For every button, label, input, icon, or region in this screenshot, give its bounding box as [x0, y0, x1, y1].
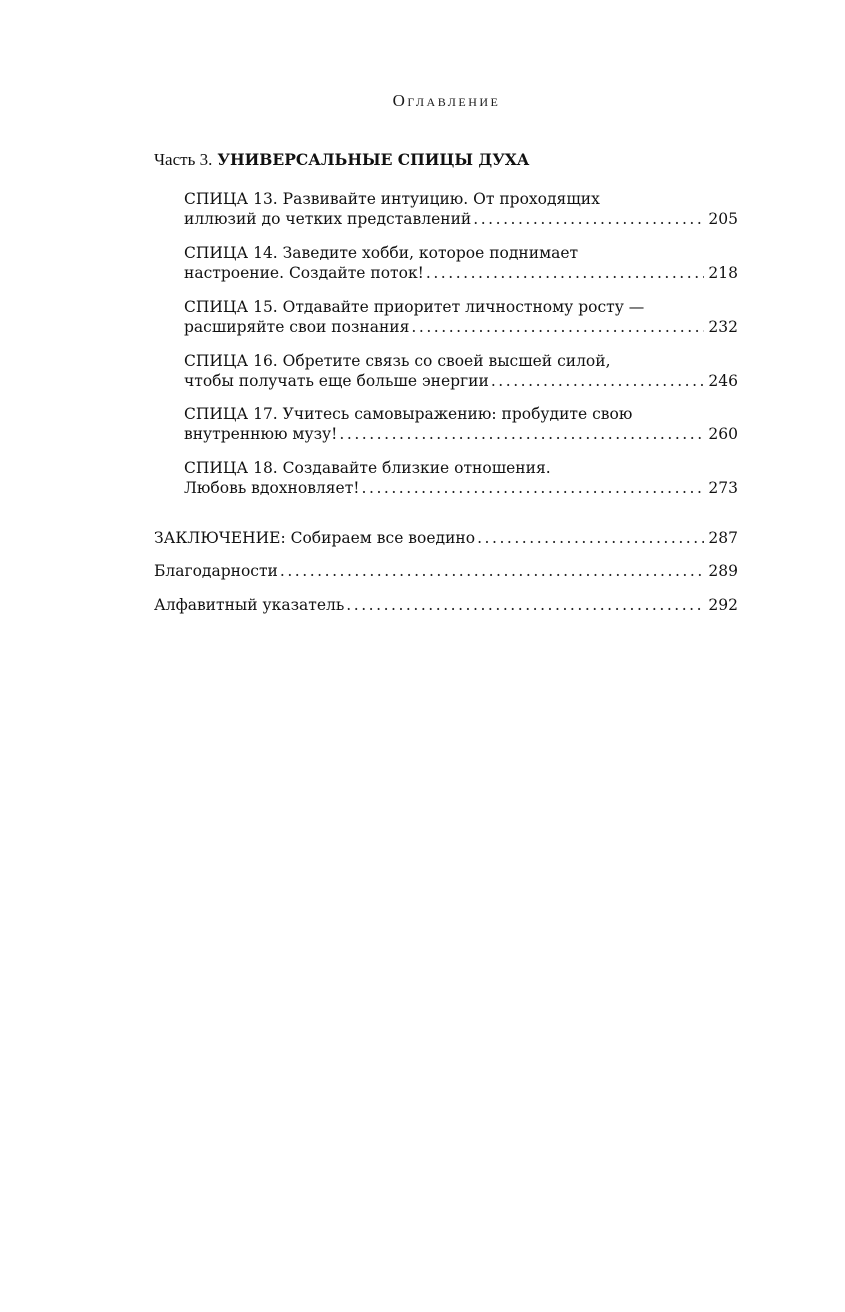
entry-title-line-with-page [154, 561, 738, 581]
toc-entry-spoke-17[interactable] [184, 404, 738, 444]
toc-entry-spoke-18[interactable] [184, 458, 738, 498]
page-number: 273 [708, 479, 738, 497]
entry-title-line: СПИЦА 18. Создавайте близкие отношения. [184, 459, 551, 477]
dot-leader [491, 371, 704, 391]
page-number: 232 [708, 318, 738, 336]
page-number: 289 [708, 562, 738, 580]
entry-title-line-with-page [184, 263, 738, 283]
dot-leader [346, 595, 704, 615]
page-number: 218 [708, 264, 738, 282]
toc-entry-spoke-13[interactable] [184, 189, 738, 229]
page-number: 246 [708, 372, 738, 390]
toc-entry-index[interactable] [154, 595, 738, 615]
entry-title-line: СПИЦА 15. Отдавайте приоритет личностному росту — [184, 298, 645, 316]
entry-title: Благодарности [154, 562, 278, 580]
entry-title-line: СПИЦА 16. Обретите связь со своей высшей силой, [184, 352, 611, 370]
page-number: 292 [708, 596, 738, 614]
entry-title: ЗАКЛЮЧЕНИЕ: Собираем все воедино [154, 529, 476, 547]
dot-leader [280, 561, 704, 581]
entry-title-line-with-page [184, 209, 738, 229]
page-number: 260 [708, 425, 738, 443]
page-number: 287 [708, 529, 738, 547]
toc-entry-acknowledgements[interactable] [154, 561, 738, 581]
dot-leader [411, 317, 704, 337]
entry-title-continuation: иллюзий до четких представлений [184, 210, 472, 228]
entry-title-line-with-page [184, 478, 738, 498]
part-title: УНИВЕРСАЛЬНЫЕ СПИЦЫ ДУХА [217, 150, 530, 169]
toc-entry-conclusion[interactable] [154, 528, 738, 548]
entry-title-continuation: чтобы получать еще больше энергии [184, 372, 489, 390]
entry-title-continuation: расширяйте свои познания [184, 318, 410, 336]
entry-title-line-with-page [184, 371, 738, 391]
part-prefix: Часть 3. [154, 150, 213, 169]
entry-title-continuation: настроение. Создайте поток! [184, 264, 424, 282]
entry-title-line: СПИЦА 14. Заведите хобби, которое поднимает [184, 244, 579, 262]
toc-entry-spoke-16[interactable] [184, 351, 738, 391]
part-heading [154, 150, 754, 170]
entry-title-line-with-page [184, 317, 738, 337]
entry-title-line-with-page [154, 528, 738, 548]
toc-entry-spoke-14[interactable] [184, 243, 738, 283]
entry-title-line-with-page [154, 595, 738, 615]
entry-title-continuation: внутреннюю музу! [184, 425, 338, 443]
dot-leader [339, 424, 704, 444]
entry-title-line: СПИЦА 17. Учитесь самовыражению: пробудите свою [184, 405, 633, 423]
entry-title: Алфавитный указатель [154, 596, 345, 614]
entry-title-continuation: Любовь вдохновляет! [184, 479, 360, 497]
dot-leader [362, 478, 704, 498]
entry-title-line: СПИЦА 13. Развивайте интуицию. От проходящих [184, 190, 600, 208]
page-number: 205 [708, 210, 738, 228]
page-heading: Оглавление [392, 91, 501, 110]
entry-title-line-with-page [184, 424, 738, 444]
dot-leader [426, 263, 704, 283]
dot-leader [477, 528, 704, 548]
toc-entry-spoke-15[interactable] [184, 297, 738, 337]
dot-leader [473, 209, 704, 229]
